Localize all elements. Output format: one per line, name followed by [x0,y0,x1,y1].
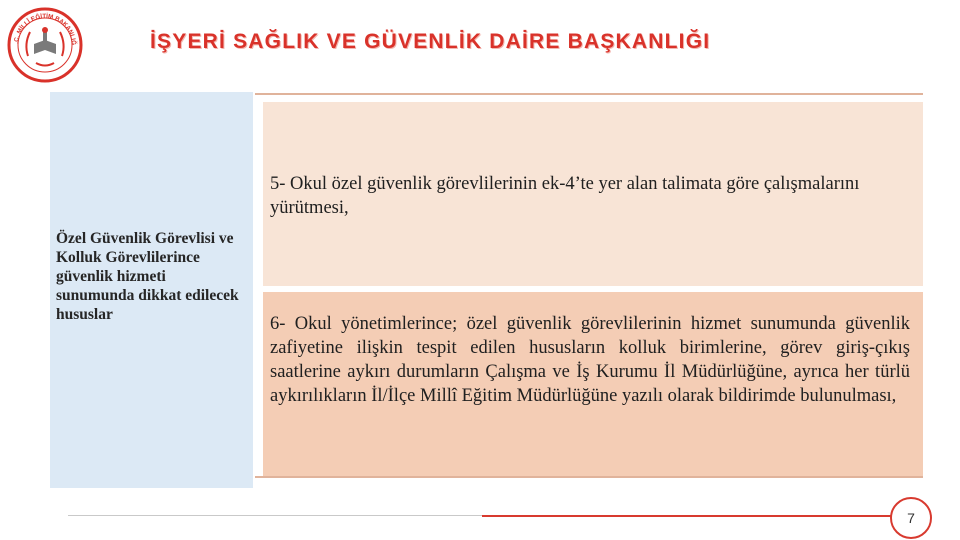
item-text-5: 5- Okul özel güvenlik görevlilerinin ek-4’te yer alan talimata göre çalışmalarını yürütmesi, [270,174,860,218]
page-number: 7 [907,510,915,526]
page-title: İŞYERİ SAĞLIK VE GÜVENLİK DAİRE BAŞKANLIĞI [150,30,711,53]
item-text-6: 6- Okul yönetimlerince; özel güvenlik görevlilerinin hizmet sunumunda güvenlik zafiyetine ilişkin tespit edilen hususların kolluk birimlerine, görev giriş-çıkış saatlerine aykırı durumların Çalışma ve İş Kurumu İl Müdürlüğüne, ayrıca her türlü aykırılıkların İl/İlçe Millî Eğitim Müdürlüğüne yazılı olarak bildirimde bulunulması, [270,314,910,406]
page-number-badge [890,497,932,539]
table-top-divider [255,93,923,95]
topic-cell [50,92,253,488]
footer-accent-line [482,515,892,517]
topic-text: Özel Güvenlik Görevlisi ve Kolluk Görevlilerince güvenlik hizmeti sunumunda dikkat edilecek hususlar [56,230,239,323]
content-table [50,92,925,490]
svg-text:T.C. MİLLÎ EĞİTİM BAKANLIĞI: .C. MİLLÎ EĞİTİM BAKANLIĞ [13,12,78,46]
item-row-6 [263,292,923,478]
ministry-logo [6,6,84,84]
table-bottom-divider [255,476,923,478]
ministry-seal-icon [6,6,84,84]
item-row-5 [263,102,923,289]
